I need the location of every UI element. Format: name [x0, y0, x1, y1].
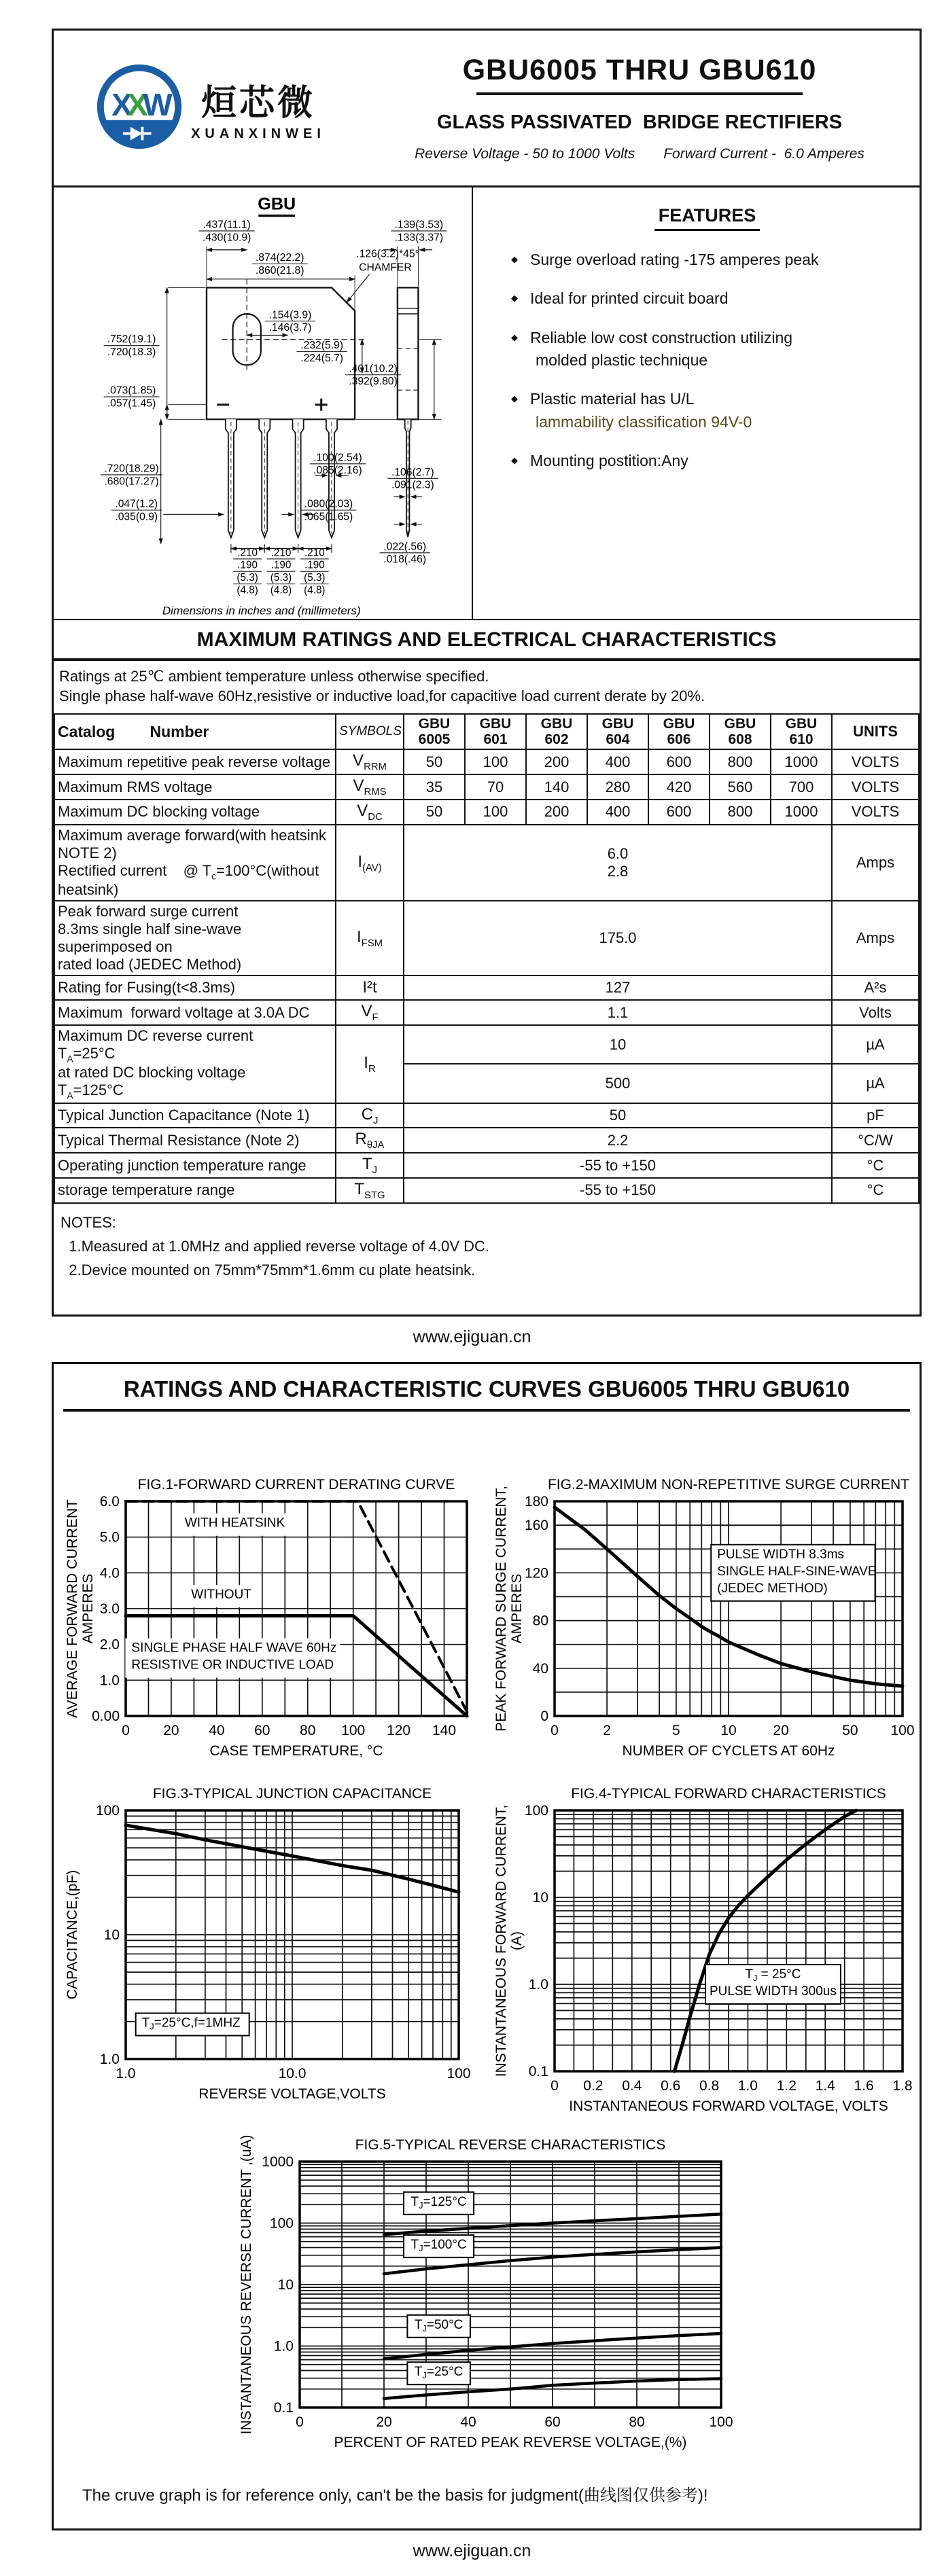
- chart-annotation: $T_J = 25^\circ C$: [745, 1967, 801, 1984]
- dimension-label: .047(1.2): [114, 498, 158, 510]
- notes-heading: NOTES:: [60, 1213, 116, 1231]
- dimension-label: .100(2.54): [313, 452, 362, 464]
- datasheet-page-1: [52, 29, 922, 1317]
- svg-text:140: 140: [432, 1723, 457, 1739]
- feature-item: ◆ Surge overload rating -175 amperes peak: [511, 251, 819, 268]
- dimension-label: .720(18.3): [107, 346, 156, 359]
- brand-text: [191, 74, 326, 142]
- dimension-label: .139(3.53): [394, 219, 443, 231]
- feature-item: ◆ Plastic material has U/L lammability classification 94V-0: [511, 390, 752, 431]
- chart-svg: [63, 1473, 479, 1766]
- svg-text:100: 100: [95, 1803, 120, 1819]
- header: [54, 31, 920, 187]
- subtitle: GLASS PASSIVATED BRIDGE RECTIFIERS: [436, 111, 843, 133]
- svg-text:50: 50: [842, 1723, 858, 1739]
- table-row: Maximum forward voltage at 3.0A DC $V_F$ 1.1 Volts: [54, 1000, 919, 1025]
- data-curve: [674, 1810, 856, 2071]
- features-list: [511, 249, 903, 472]
- svg-text:180: 180: [524, 1494, 548, 1510]
- svg-text:100: 100: [447, 2066, 471, 2082]
- col-device: GBU 604: [587, 714, 648, 749]
- fig4-forward-characteristics: [492, 1782, 915, 2125]
- table-row: Maximum repetitive peak reverse voltage $V_{RRM}$ 50 100 200 400 600 800 1000 VOLTS: [54, 749, 919, 774]
- dimension-label: .035(0.9): [114, 511, 158, 523]
- dimension-label: .392(9.80): [348, 376, 398, 388]
- chart-annotation: SINGLE HALF-SINE-WAVE: [717, 1564, 877, 1579]
- table-row: 500 µA: [54, 1064, 919, 1103]
- y-axis-label: PEAK FORWARD SURGE CURRENT,: [493, 1486, 509, 1732]
- chart-svg: [63, 1782, 471, 2109]
- y-axis-label: (A): [509, 1931, 525, 1951]
- svg-text:80: 80: [300, 1723, 316, 1739]
- notes-section: [54, 1204, 920, 1315]
- svg-text:3.0: 3.0: [99, 1601, 120, 1617]
- col-symbols: SYMBOLS: [336, 714, 404, 749]
- svg-text:40: 40: [209, 1723, 225, 1739]
- chart-annotation: PULSE WIDTH 300us: [709, 1984, 837, 1999]
- dimension-label: .232(5.9): [300, 340, 343, 352]
- fig2-surge-current: [492, 1473, 915, 1770]
- svg-text:0: 0: [296, 2414, 304, 2431]
- dimension-label: .430(10.9): [202, 232, 251, 244]
- svg-text:5.0: 5.0: [99, 1530, 120, 1546]
- ratings-conditions: [54, 661, 920, 713]
- dimension-label: .437(11.1): [202, 219, 251, 231]
- dimension-label: .065(1.65): [304, 511, 353, 523]
- svg-text:4.0: 4.0: [99, 1565, 120, 1581]
- chart-annotation: (JEDEC METHOD): [717, 1581, 828, 1596]
- diamond-bullet-icon: ◆: [511, 254, 518, 264]
- chart-annotation: RESISTIVE OR INDUCTIVE LOAD: [131, 1658, 334, 1673]
- svg-text:0.00: 0.00: [92, 1709, 120, 1725]
- svg-text:20: 20: [773, 1723, 789, 1739]
- fig1-derating-curve: [63, 1473, 479, 1770]
- dimension-label: (4.8): [270, 584, 292, 596]
- dimension-label: .401(10.2): [348, 363, 398, 375]
- chart-annotation: PULSE WIDTH 8.3ms: [717, 1548, 845, 1562]
- dimension-label: .190: [270, 559, 291, 571]
- svg-text:0.2: 0.2: [583, 2078, 604, 2094]
- chart-annotation: WITH HEATSINK: [184, 1516, 285, 1531]
- chart-title: FIG.4-TYPICAL FORWARD CHARACTERISTICS: [571, 1786, 886, 1802]
- dimension-label: .874(22.2): [255, 251, 304, 264]
- dimension-label: .224(5.7): [300, 353, 343, 365]
- col-device: GBU 610: [771, 714, 832, 749]
- brand-name-chinese: 烜芯微: [200, 84, 315, 123]
- table-row: Operating junction temperature range $T_J$ -55 to +150 °C: [54, 1153, 919, 1178]
- svg-text:80: 80: [629, 2414, 645, 2431]
- title-block: [366, 31, 920, 185]
- svg-text:2: 2: [603, 1723, 611, 1739]
- col-device: GBU 601: [465, 714, 526, 749]
- diamond-bullet-icon: ◆: [511, 455, 518, 466]
- svg-text:1.0: 1.0: [99, 2052, 120, 2068]
- dimension-label: (5.3): [236, 572, 258, 584]
- svg-text:10: 10: [720, 1723, 737, 1739]
- ratings-condition-1: Ratings at 25℃ ambient temperature unless otherwise specified.: [59, 667, 489, 685]
- dimension-label: .860(21.8): [255, 264, 304, 276]
- ratings-table: [54, 713, 920, 1204]
- x-axis-label: CASE TEMPERATURE, °C: [209, 1743, 383, 1759]
- charts-area: [54, 1412, 920, 2482]
- svg-text:1.8: 1.8: [892, 2078, 913, 2094]
- svg-text:1.6: 1.6: [854, 2078, 874, 2094]
- chart-annotation: $T_J=50^\circ C$: [414, 2318, 464, 2334]
- svg-text:1.0: 1.0: [99, 1672, 120, 1689]
- chart-annotation: $T_J=100^\circ C$: [410, 2238, 467, 2254]
- svg-text:1.0: 1.0: [528, 1977, 548, 1993]
- col-catalog-number: Catalog Number: [54, 714, 336, 749]
- svg-text:0.6: 0.6: [661, 2078, 681, 2094]
- dimension-label: .210: [304, 547, 325, 559]
- website-footer-2: www.ejiguan.cn: [413, 2541, 531, 2561]
- svg-text:40: 40: [532, 1661, 548, 1677]
- chart-svg: [492, 1782, 915, 2122]
- svg-text:0.4: 0.4: [622, 2078, 642, 2094]
- svg-text:10: 10: [277, 2277, 294, 2293]
- dimension-label: .126(3.2)*45°: [355, 248, 419, 260]
- disclaimer-text: The cruve graph is for reference only, can't be the basis for judgment(曲线图仅供参考)!: [82, 2486, 708, 2505]
- svg-text:120: 120: [524, 1565, 548, 1581]
- x-axis-label: PERCENT OF RATED PEAK REVERSE VOLTAGE,(%): [334, 2435, 687, 2451]
- svg-text:0: 0: [122, 1723, 130, 1739]
- svg-text:100: 100: [524, 1803, 548, 1819]
- svg-text:1.0: 1.0: [737, 2078, 758, 2094]
- package-and-features: [54, 187, 920, 620]
- diamond-bullet-icon: ◆: [511, 332, 518, 342]
- svg-text:10.0: 10.0: [278, 2066, 307, 2082]
- svg-text:1.2: 1.2: [776, 2078, 797, 2094]
- dimension-label: .680(17.27): [103, 476, 159, 488]
- ratings-heading: MAXIMUM RATINGS AND ELECTRICAL CHARACTERISTICS: [54, 620, 920, 661]
- dimension-label: .720(18.29): [103, 463, 159, 475]
- svg-text:120: 120: [387, 1723, 411, 1739]
- table-row: Rating for Fusing(t<8.3ms) I²t 127 A²s: [54, 976, 919, 1000]
- dimension-label: .154(3.9): [268, 309, 311, 321]
- ratings-table-wrap: [54, 713, 920, 1204]
- table-row: Typical Junction Capacitance (Note 1) $C_J$ 50 pF: [54, 1103, 919, 1128]
- dimension-label: (4.8): [303, 584, 326, 596]
- note-line: 2.Device mounted on 75mm*75mm*1.6mm cu plate heatsink.: [60, 1262, 476, 1279]
- title-underline: [476, 92, 803, 95]
- dimension-label: .133(3.37): [394, 232, 443, 244]
- svg-text:80: 80: [532, 1613, 548, 1630]
- table-row: storage temperature range $T_{STG}$ -55 to +150 °C: [54, 1178, 919, 1203]
- svg-text:0.1: 0.1: [528, 2064, 548, 2080]
- col-device: GBU 608: [710, 714, 771, 749]
- dimension-label: (5.3): [270, 572, 292, 584]
- website-footer-1: www.ejiguan.cn: [413, 1327, 531, 1347]
- dimension-label: .190: [304, 559, 325, 571]
- chart-title: FIG.2-MAXIMUM NON-REPETITIVE SURGE CURRENT: [547, 1477, 910, 1493]
- x-axis-label: INSTANTANEOUS FORWARD VOLTAGE, VOLTS: [569, 2098, 888, 2115]
- svg-text:0.8: 0.8: [699, 2078, 720, 2094]
- note-line: 1.Measured at 1.0MHz and applied reverse voltage of 4.0V DC.: [60, 1238, 490, 1255]
- dimension-label: .080(2.03): [304, 498, 353, 510]
- table-row: Maximum DC blocking voltage $V_{DC}$ 50 100 200 400 600 800 1000 VOLTS: [54, 800, 919, 825]
- svg-text:20: 20: [376, 2414, 392, 2431]
- svg-text:100: 100: [709, 2414, 733, 2431]
- page-margin: [0, 0, 944, 29]
- spec-line: [415, 146, 864, 162]
- package-drawing: [54, 187, 473, 619]
- table-row: Maximum average forward(with heatsink NOTE 2) Rectified current @ $T_c=100^\circ C(without$ heatsink) $I_{(AV)}$ 6.0 2.8 Amps: [54, 825, 919, 901]
- y-axis-label: INSTANTANEOUS FORWARD CURRENT,: [493, 1805, 509, 2077]
- dimension-label: .022(.56): [383, 541, 426, 553]
- x-axis-label: NUMBER OF CYCLETS AT 60Hz: [622, 1743, 835, 1759]
- feature-item: ◆ Reliable low cost construction utilizing molded plastic technique: [511, 328, 793, 370]
- reverse-voltage-spec: Reverse Voltage - 50 to 1000 Volts: [415, 146, 635, 162]
- forward-current-spec: Forward Current - 6.0 Amperes: [663, 146, 864, 162]
- dimension-label: (4.8): [236, 584, 258, 596]
- package-caption: Dimensions in inches and (millimeters): [162, 604, 361, 618]
- fig3-junction-capacitance: [63, 1782, 471, 2113]
- ratings-condition-2: Single phase half-wave 60Hz,resistive or inductive load,for capacitive load current derate by 20%.: [59, 687, 705, 705]
- col-device: GBU 602: [526, 714, 587, 749]
- brand-logo: [54, 31, 366, 185]
- diamond-bullet-icon: ◆: [511, 293, 518, 304]
- dimension-label: (5.3): [303, 572, 326, 584]
- fig5-reverse-characteristics: [237, 2133, 733, 2461]
- curves-heading: RATINGS AND CHARACTERISTIC CURVES GBU6005 THRU GBU610: [123, 1376, 850, 1402]
- svg-text:0: 0: [550, 2078, 559, 2094]
- svg-text:1.0: 1.0: [116, 2066, 136, 2082]
- table-row: Typical Thermal Resistance (Note 2) $R_{\theta JA}$ 2.2 °C/W: [54, 1128, 919, 1153]
- svg-text:1000: 1000: [262, 2154, 294, 2170]
- feature-item: ◆ Ideal for printed circuit board: [511, 289, 729, 308]
- svg-text:0.1: 0.1: [273, 2400, 294, 2416]
- logo-mark-icon: [94, 62, 184, 155]
- svg-text:1.0: 1.0: [273, 2338, 294, 2355]
- svg-text:60: 60: [254, 1723, 270, 1739]
- table-header-row: [54, 714, 919, 749]
- y-axis-label: AMPERES: [509, 1574, 525, 1644]
- logo-circle-icon: [94, 62, 184, 151]
- svg-text:60: 60: [544, 2414, 561, 2431]
- svg-text:0: 0: [550, 1723, 559, 1739]
- chart-annotation: $T_J=25^\circ C,f=1MHZ$: [141, 2016, 241, 2032]
- svg-text:160: 160: [524, 1518, 548, 1534]
- chart-svg: [237, 2133, 733, 2458]
- chart-svg: [492, 1473, 915, 1766]
- dimension-label: .085(2.16): [313, 465, 362, 477]
- dimension-label: .752(19.1): [107, 334, 156, 346]
- table-row: Maximum RMS voltage $V_{RMS}$ 35 70 140 280 420 560 700 VOLTS: [54, 774, 919, 800]
- brand-name-latin: XUANXINWEI: [191, 126, 326, 141]
- part-number-title: GBU6005 THRU GBU610: [462, 54, 817, 86]
- svg-text:5: 5: [672, 1723, 680, 1739]
- col-device: GBU 6005: [404, 714, 465, 749]
- svg-text:XXW: XXW: [111, 86, 168, 122]
- dimension-label: .091(2.3): [391, 479, 434, 491]
- svg-text:40: 40: [460, 2414, 476, 2431]
- y-axis-label: AVERAGE FORWARD CURRENT: [65, 1499, 80, 1719]
- y-axis-label: CAPACITANCE,(pF): [65, 1870, 80, 2000]
- svg-text:100: 100: [890, 1723, 915, 1739]
- col-device: GBU 606: [648, 714, 710, 749]
- feature-item: ◆ Mounting postition:Any: [511, 452, 688, 470]
- dimension-label: .106(2.7): [391, 466, 434, 478]
- dimension-label: .146(3.7): [268, 322, 311, 334]
- dimension-label: .210: [237, 547, 258, 559]
- diamond-bullet-icon: ◆: [511, 393, 518, 404]
- y-axis-label: INSTANTANEOUS REVERSE CURRENT ,(uA): [239, 2134, 254, 2435]
- features-heading: FEATURES: [654, 205, 761, 231]
- svg-text:10: 10: [103, 1927, 120, 1944]
- chart-annotation: WITHOUT: [191, 1588, 251, 1603]
- chart-annotation: SINGLE PHASE HALF WAVE 60Hz: [131, 1641, 337, 1656]
- x-axis-label: REVERSE VOLTAGE,VOLTS: [198, 2086, 386, 2103]
- col-units: UNITS: [832, 714, 919, 749]
- svg-text:1.4: 1.4: [815, 2078, 835, 2094]
- dimension-label: .018(.46): [383, 554, 426, 566]
- chart-annotation: $T_J=125^\circ C$: [410, 2195, 467, 2211]
- svg-text:GBU: GBU: [257, 194, 296, 214]
- svg-text:20: 20: [163, 1723, 179, 1739]
- features-section: [473, 187, 920, 619]
- dimension-label: CHAMFER: [358, 262, 412, 274]
- datasheet-page-2: [52, 1362, 922, 2530]
- svg-text:0: 0: [540, 1709, 548, 1725]
- svg-text:2.0: 2.0: [99, 1637, 120, 1653]
- chart-title: FIG.3-TYPICAL JUNCTION CAPACITANCE: [152, 1786, 432, 1802]
- y-axis-label: AMPERES: [80, 1574, 96, 1644]
- chart-annotation: $T_J=25^\circ C$: [414, 2365, 464, 2381]
- dimension-label: .057(1.45): [107, 397, 156, 410]
- table-row: Peak forward surge current 8.3ms single half sine-wave superimposed on rated load (JEDEC Method) $I_{FSM}$ 175.0 Amps: [54, 901, 919, 976]
- svg-text:6.0: 6.0: [99, 1494, 120, 1510]
- svg-text:100: 100: [269, 2215, 294, 2232]
- chart-title: FIG.5-TYPICAL REVERSE CHARACTERISTICS: [355, 2137, 666, 2153]
- dimension-label: .073(1.85): [107, 384, 156, 397]
- package-outline-drawing: [75, 189, 451, 619]
- table-row: Maximum DC reverse current $T_A=25^\circ C$ at rated DC blocking voltage $T_A=125^\circ C$ $I_R$ 10 µA: [54, 1025, 919, 1064]
- dimension-label: .190: [237, 559, 258, 571]
- dimension-label: .210: [270, 547, 291, 559]
- svg-text:10: 10: [532, 1890, 548, 1906]
- svg-text:100: 100: [341, 1723, 366, 1739]
- chart-title: FIG.1-FORWARD CURRENT DERATING CURVE: [137, 1477, 455, 1493]
